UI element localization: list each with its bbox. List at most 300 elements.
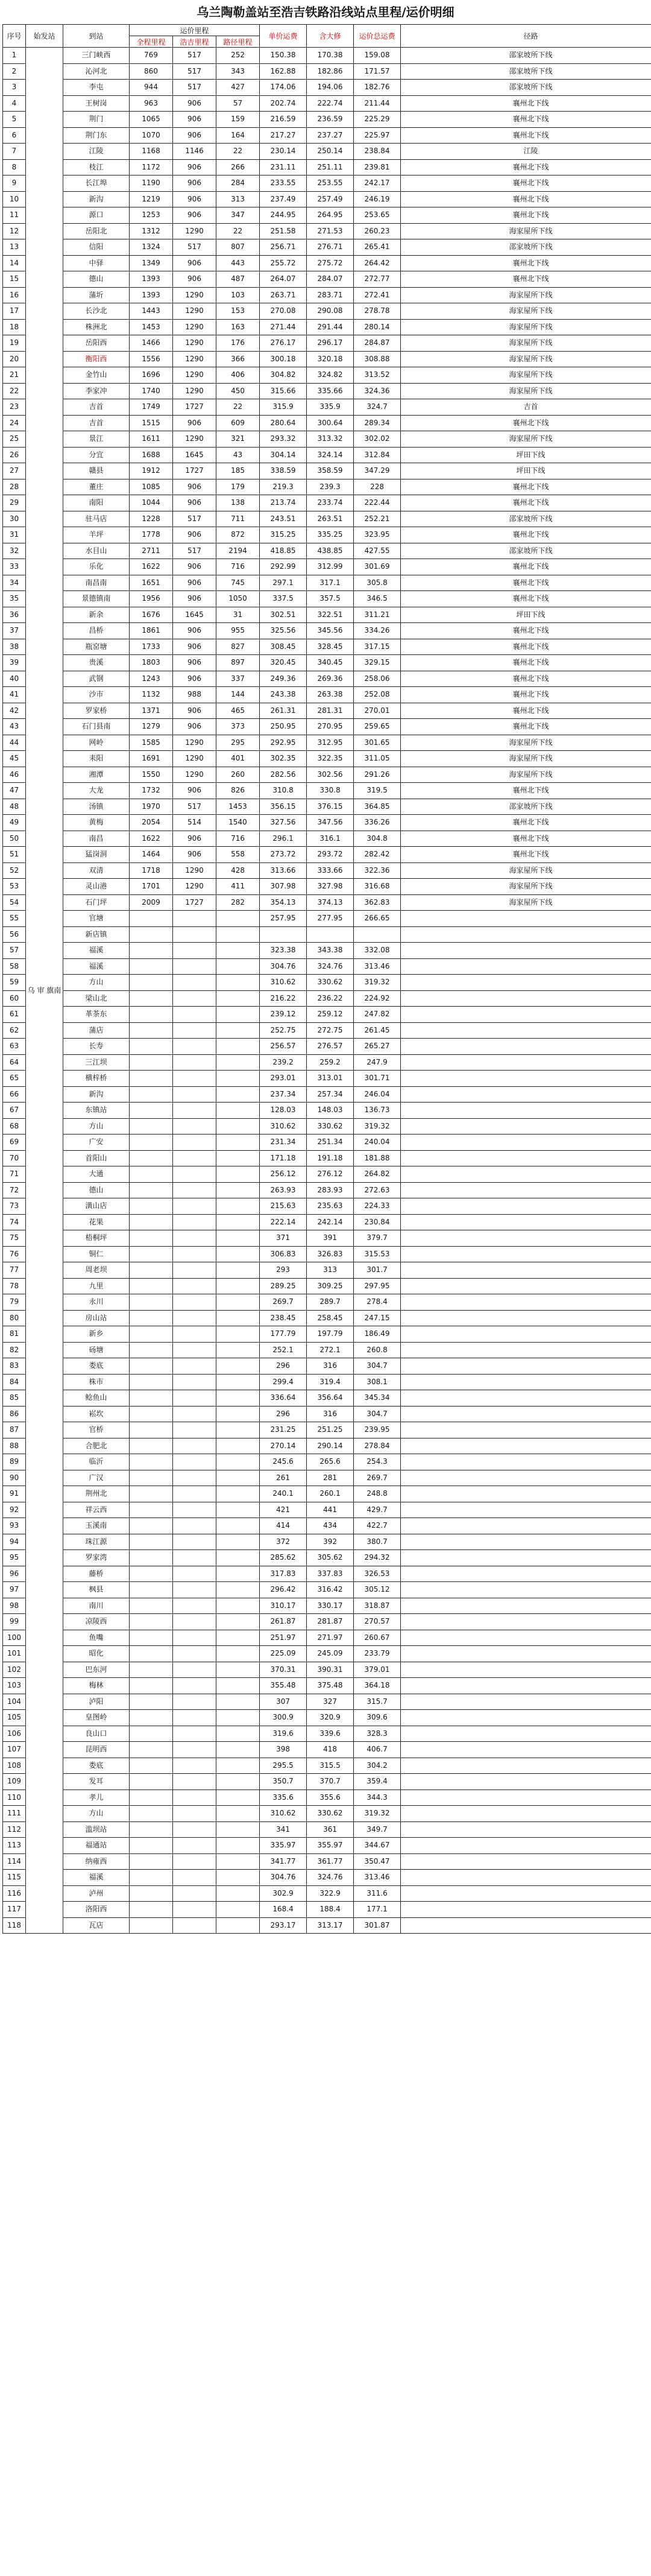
path-mileage-cell [216, 958, 260, 975]
path-mileage-cell: 411 [216, 879, 260, 895]
overhaul-fare-cell: 291.44 [307, 319, 354, 335]
path-mileage-cell [216, 1422, 260, 1438]
route-cell [401, 1198, 651, 1215]
overhaul-fare-cell: 330.62 [307, 975, 354, 991]
route-cell: 邵家坡所下线 [401, 543, 651, 559]
overhaul-fare-cell: 296.17 [307, 335, 354, 352]
dest-cell: 湘潭 [63, 767, 130, 783]
total-fare-cell: 379.01 [354, 1662, 401, 1678]
haoji-mileage-cell: 517 [173, 511, 216, 527]
route-cell: 襄州北下线 [401, 191, 651, 207]
table-row [3, 1118, 651, 1135]
full-mileage-cell: 1464 [130, 847, 173, 863]
dest-cell: 新沟 [63, 1086, 130, 1103]
overhaul-fare-cell: 281.87 [307, 1614, 354, 1630]
seq-cell: 16 [3, 287, 26, 303]
overhaul-fare-cell: 370.7 [307, 1774, 354, 1790]
unit-fare-cell: 215.63 [260, 1198, 307, 1215]
table-row [3, 1358, 651, 1375]
total-fare-cell: 364.18 [354, 1678, 401, 1694]
overhaul-fare-cell: 309.25 [307, 1278, 354, 1294]
full-mileage-cell [130, 1502, 173, 1518]
unit-fare-cell: 239.2 [260, 1054, 307, 1071]
overhaul-fare-cell: 392 [307, 1534, 354, 1550]
path-mileage-cell: 138 [216, 495, 260, 511]
route-cell: 襄州北下线 [401, 847, 651, 863]
full-mileage-cell: 1611 [130, 431, 173, 448]
dest-cell: 新店镇 [63, 926, 130, 943]
full-mileage-cell: 1443 [130, 303, 173, 320]
path-mileage-cell [216, 1294, 260, 1311]
table-row [3, 1470, 651, 1486]
full-mileage-cell: 1132 [130, 687, 173, 703]
total-fare-cell: 304.2 [354, 1758, 401, 1774]
full-mileage-cell [130, 1678, 173, 1694]
full-mileage-cell: 1168 [130, 144, 173, 160]
dest-cell: 花果 [63, 1214, 130, 1230]
haoji-mileage-cell: 517 [173, 543, 216, 559]
full-mileage-cell [130, 911, 173, 927]
route-cell: 海家屋所下线 [401, 862, 651, 879]
full-mileage-cell: 1172 [130, 159, 173, 176]
seq-cell: 8 [3, 159, 26, 176]
full-mileage-cell [130, 1438, 173, 1454]
table-row [3, 783, 651, 799]
overhaul-fare-cell: 302.56 [307, 767, 354, 783]
route-cell [401, 1086, 651, 1103]
unit-fare-cell: 325.56 [260, 623, 307, 639]
full-mileage-cell [130, 1150, 173, 1166]
dest-cell: 南阳 [63, 495, 130, 511]
seq-cell: 114 [3, 1853, 26, 1870]
total-fare-cell: 242.17 [354, 176, 401, 192]
table-row [3, 1278, 651, 1294]
seq-cell: 81 [3, 1326, 26, 1343]
route-cell [401, 1166, 651, 1183]
overhaul-fare-cell: 324.76 [307, 958, 354, 975]
full-mileage-cell: 1070 [130, 127, 173, 144]
full-mileage-cell: 1515 [130, 415, 173, 431]
full-mileage-cell [130, 1086, 173, 1103]
dest-cell: 分宜 [63, 447, 130, 463]
path-mileage-cell: 487 [216, 271, 260, 288]
table-row [3, 735, 651, 751]
seq-cell: 34 [3, 575, 26, 591]
total-fare-cell: 238.84 [354, 144, 401, 160]
path-mileage-cell [216, 1821, 260, 1838]
seq-cell: 42 [3, 703, 26, 719]
haoji-mileage-cell: 906 [173, 783, 216, 799]
seq-cell: 74 [3, 1214, 26, 1230]
total-fare-cell: 311.05 [354, 751, 401, 767]
haoji-mileage-cell: 1290 [173, 862, 216, 879]
overhaul-fare-cell: 148.03 [307, 1103, 354, 1119]
total-fare-cell: 239.95 [354, 1422, 401, 1438]
haoji-mileage-cell [173, 1646, 216, 1662]
overhaul-fare-cell: 237.27 [307, 127, 354, 144]
overhaul-fare-cell: 281 [307, 1470, 354, 1486]
haoji-mileage-cell [173, 1246, 216, 1262]
route-cell: 襄州北下线 [401, 719, 651, 735]
seq-cell: 12 [3, 223, 26, 239]
total-fare-cell: 136.73 [354, 1103, 401, 1119]
path-mileage-cell: 450 [216, 383, 260, 399]
route-cell: 海家屋所下线 [401, 894, 651, 911]
unit-fare-cell: 270.14 [260, 1438, 307, 1454]
dest-cell: 南川 [63, 1598, 130, 1614]
haoji-mileage-cell [173, 1054, 216, 1071]
dest-cell: 网岭 [63, 735, 130, 751]
route-cell: 坪田下线 [401, 607, 651, 623]
overhaul-fare-cell: 315.5 [307, 1758, 354, 1774]
haoji-mileage-cell: 1290 [173, 879, 216, 895]
overhaul-fare-cell: 330.62 [307, 1806, 354, 1822]
dest-cell: 灵山港 [63, 879, 130, 895]
dest-cell: 荆门东 [63, 127, 130, 144]
total-fare-cell: 324.7 [354, 399, 401, 416]
total-fare-cell: 429.7 [354, 1502, 401, 1518]
haoji-mileage-cell [173, 926, 216, 943]
unit-fare-cell: 128.03 [260, 1103, 307, 1119]
path-mileage-cell [216, 1198, 260, 1215]
haoji-mileage-cell: 1290 [173, 319, 216, 335]
unit-fare-cell: 350.7 [260, 1774, 307, 1790]
table-row [3, 623, 651, 639]
route-cell [401, 1470, 651, 1486]
path-mileage-cell: 1453 [216, 799, 260, 815]
dest-cell: 福溪 [63, 943, 130, 959]
haoji-mileage-cell [173, 958, 216, 975]
unit-fare-cell: 244.95 [260, 207, 307, 224]
total-fare-cell: 254.3 [354, 1454, 401, 1470]
seq-cell: 100 [3, 1630, 26, 1646]
haoji-mileage-cell: 1290 [173, 751, 216, 767]
unit-fare-cell: 219.3 [260, 479, 307, 495]
overhaul-fare-cell: 270.95 [307, 719, 354, 735]
seq-cell: 26 [3, 447, 26, 463]
dest-cell: 横梓桥 [63, 1071, 130, 1087]
route-cell: 邵家坡所下线 [401, 799, 651, 815]
path-mileage-cell [216, 1007, 260, 1023]
seq-cell: 116 [3, 1885, 26, 1902]
total-fare-cell: 308.1 [354, 1374, 401, 1390]
total-fare-cell: 311.6 [354, 1885, 401, 1902]
unit-fare-cell: 289.25 [260, 1278, 307, 1294]
haoji-mileage-cell [173, 1550, 216, 1566]
route-cell: 襄州北下线 [401, 95, 651, 112]
table-row [3, 1007, 651, 1023]
total-fare-cell: 159.08 [354, 48, 401, 64]
dest-cell: 临沂 [63, 1454, 130, 1470]
path-mileage-cell: 343 [216, 63, 260, 80]
overhaul-fare-cell: 251.25 [307, 1422, 354, 1438]
overhaul-fare-cell: 275.72 [307, 255, 354, 271]
path-mileage-cell: 22 [216, 399, 260, 416]
full-mileage-cell [130, 1694, 173, 1710]
dest-cell: 蒲圻 [63, 287, 130, 303]
path-mileage-cell: 1540 [216, 815, 260, 831]
dest-cell: 官塘 [63, 911, 130, 927]
unit-fare-cell: 310.8 [260, 783, 307, 799]
dest-cell: 赣县 [63, 463, 130, 479]
full-mileage-cell: 1912 [130, 463, 173, 479]
haoji-mileage-cell: 906 [173, 127, 216, 144]
haoji-mileage-cell: 906 [173, 575, 216, 591]
haoji-mileage-cell [173, 1390, 216, 1407]
full-mileage-cell [130, 1646, 173, 1662]
haoji-mileage-cell [173, 1630, 216, 1646]
haoji-mileage-cell [173, 1182, 216, 1198]
total-fare-cell: 270.57 [354, 1614, 401, 1630]
haoji-mileage-cell: 1290 [173, 287, 216, 303]
dest-cell: 梁山北 [63, 990, 130, 1007]
total-fare-cell: 247.9 [354, 1054, 401, 1071]
route-cell [401, 1518, 651, 1534]
full-mileage-cell [130, 1166, 173, 1183]
route-cell: 吉首 [401, 399, 651, 416]
seq-cell: 40 [3, 671, 26, 687]
unit-fare-cell: 250.95 [260, 719, 307, 735]
table-row [3, 1103, 651, 1119]
total-fare-cell: 322.36 [354, 862, 401, 879]
dest-cell: 良山口 [63, 1726, 130, 1742]
haoji-mileage-cell: 517 [173, 239, 216, 256]
route-cell: 海家屋所下线 [401, 351, 651, 367]
table-row [3, 255, 651, 271]
total-fare-cell: 171.57 [354, 63, 401, 80]
table-row [3, 479, 651, 495]
full-mileage-cell: 1324 [130, 239, 173, 256]
haoji-mileage-cell [173, 1358, 216, 1375]
total-fare-cell: 291.26 [354, 767, 401, 783]
path-mileage-cell [216, 1662, 260, 1678]
route-cell [401, 1103, 651, 1119]
route-cell [401, 1438, 651, 1454]
haoji-mileage-cell: 1727 [173, 894, 216, 911]
full-mileage-cell [130, 1326, 173, 1343]
total-fare-cell: 177.1 [354, 1902, 401, 1918]
overhaul-fare-cell: 358.59 [307, 463, 354, 479]
haoji-mileage-cell [173, 1917, 216, 1934]
unit-fare-cell: 216.22 [260, 990, 307, 1007]
full-mileage-cell: 1778 [130, 527, 173, 543]
full-mileage-cell: 1349 [130, 255, 173, 271]
path-mileage-cell: 252 [216, 48, 260, 64]
overhaul-fare-cell: 258.45 [307, 1310, 354, 1326]
unit-fare-cell: 231.25 [260, 1422, 307, 1438]
full-mileage-cell [130, 1214, 173, 1230]
unit-fare-cell: 261.31 [260, 703, 307, 719]
total-fare-cell: 233.79 [354, 1646, 401, 1662]
unit-fare-cell: 296.1 [260, 831, 307, 847]
table-row [3, 335, 651, 352]
table-row [3, 559, 651, 575]
dest-cell: 砀塘 [63, 1342, 130, 1358]
dest-cell: 藤桥 [63, 1566, 130, 1582]
seq-cell: 102 [3, 1662, 26, 1678]
dest-cell: 昆明西 [63, 1742, 130, 1758]
total-fare-cell: 422.7 [354, 1518, 401, 1534]
dest-cell: 洛阳西 [63, 1902, 130, 1918]
route-cell [401, 1294, 651, 1311]
route-cell [401, 1342, 651, 1358]
unit-fare-cell: 293.32 [260, 431, 307, 448]
path-mileage-cell: 337 [216, 671, 260, 687]
haoji-mileage-cell [173, 1518, 216, 1534]
overhaul-fare-cell: 222.74 [307, 95, 354, 112]
seq-cell: 105 [3, 1710, 26, 1726]
haoji-mileage-cell [173, 1262, 216, 1279]
full-mileage-cell: 1556 [130, 351, 173, 367]
overhaul-fare-cell: 271.53 [307, 223, 354, 239]
route-cell [401, 926, 651, 943]
path-mileage-cell [216, 1518, 260, 1534]
table-row [3, 1518, 651, 1534]
route-cell: 海家屋所下线 [401, 879, 651, 895]
table-row [3, 1566, 651, 1582]
col-header-c2: 浩吉里程 [173, 36, 216, 48]
haoji-mileage-cell: 906 [173, 591, 216, 607]
unit-fare-cell: 264.07 [260, 271, 307, 288]
seq-cell: 56 [3, 926, 26, 943]
dest-cell: 羊坪 [63, 527, 130, 543]
path-mileage-cell [216, 1806, 260, 1822]
unit-fare-cell: 302.51 [260, 607, 307, 623]
path-mileage-cell [216, 1550, 260, 1566]
path-mileage-cell: 153 [216, 303, 260, 320]
path-mileage-cell: 609 [216, 415, 260, 431]
seq-cell: 111 [3, 1806, 26, 1822]
full-mileage-cell [130, 1566, 173, 1582]
dest-cell: 德山 [63, 1182, 130, 1198]
table-row [3, 1022, 651, 1039]
unit-fare-cell: 270.08 [260, 303, 307, 320]
path-mileage-cell [216, 1071, 260, 1087]
dest-cell: 纳雍西 [63, 1853, 130, 1870]
path-mileage-cell [216, 1054, 260, 1071]
total-fare-cell: 186.49 [354, 1326, 401, 1343]
unit-fare-cell: 243.38 [260, 687, 307, 703]
unit-fare-cell: 310.62 [260, 1118, 307, 1135]
haoji-mileage-cell [173, 1326, 216, 1343]
path-mileage-cell: 144 [216, 687, 260, 703]
unit-fare-cell: 168.4 [260, 1902, 307, 1918]
dest-cell: 广安 [63, 1135, 130, 1151]
full-mileage-cell [130, 1470, 173, 1486]
dest-cell: 房山站 [63, 1310, 130, 1326]
full-mileage-cell: 769 [130, 48, 173, 64]
unit-fare-cell: 261 [260, 1470, 307, 1486]
path-mileage-cell [216, 1135, 260, 1151]
full-mileage-cell: 1740 [130, 383, 173, 399]
route-cell: 海家屋所下线 [401, 735, 651, 751]
table-row [3, 1246, 651, 1262]
full-mileage-cell [130, 1917, 173, 1934]
haoji-mileage-cell: 1645 [173, 447, 216, 463]
seq-cell: 112 [3, 1821, 26, 1838]
unit-fare-cell: 269.7 [260, 1294, 307, 1311]
total-fare-cell: 289.34 [354, 415, 401, 431]
table-row [3, 1774, 651, 1790]
seq-cell: 108 [3, 1758, 26, 1774]
table-row [3, 894, 651, 911]
haoji-mileage-cell [173, 1566, 216, 1582]
seq-cell: 83 [3, 1358, 26, 1375]
unit-fare-cell: 371 [260, 1230, 307, 1247]
route-cell [401, 1326, 651, 1343]
overhaul-fare-cell: 316.42 [307, 1582, 354, 1598]
unit-fare-cell: 282.56 [260, 767, 307, 783]
total-fare-cell: 349.7 [354, 1821, 401, 1838]
route-cell: 海家屋所下线 [401, 287, 651, 303]
total-fare-cell: 247.82 [354, 1007, 401, 1023]
seq-cell: 97 [3, 1582, 26, 1598]
unit-fare-cell: 327.56 [260, 815, 307, 831]
seq-cell: 77 [3, 1262, 26, 1279]
seq-cell: 21 [3, 367, 26, 384]
total-fare-cell: 324.36 [354, 383, 401, 399]
table-row [3, 191, 651, 207]
path-mileage-cell: 57 [216, 95, 260, 112]
path-mileage-cell: 103 [216, 287, 260, 303]
total-fare-cell: 301.87 [354, 1917, 401, 1934]
overhaul-fare-cell: 347.56 [307, 815, 354, 831]
seq-cell: 115 [3, 1870, 26, 1886]
route-cell [401, 1230, 651, 1247]
seq-cell: 61 [3, 1007, 26, 1023]
unit-fare-cell: 320.45 [260, 655, 307, 671]
path-mileage-cell [216, 1917, 260, 1934]
dest-cell: 李屯 [63, 80, 130, 96]
route-cell: 海家屋所下线 [401, 751, 651, 767]
total-fare-cell: 301.65 [354, 735, 401, 751]
route-cell: 襄州北下线 [401, 575, 651, 591]
seq-cell: 64 [3, 1054, 26, 1071]
unit-fare-cell: 310.17 [260, 1598, 307, 1614]
seq-cell: 7 [3, 144, 26, 160]
unit-fare-cell: 217.27 [260, 127, 307, 144]
full-mileage-cell [130, 1390, 173, 1407]
dest-cell: 沙市 [63, 687, 130, 703]
route-cell [401, 1406, 651, 1422]
route-cell [401, 1135, 651, 1151]
overhaul-fare-cell: 317.1 [307, 575, 354, 591]
total-fare-cell: 270.01 [354, 703, 401, 719]
overhaul-fare-cell: 326.83 [307, 1246, 354, 1262]
unit-fare-cell: 336.64 [260, 1390, 307, 1407]
dest-cell: 吉首 [63, 399, 130, 416]
total-fare-cell: 346.5 [354, 591, 401, 607]
full-mileage-cell: 1219 [130, 191, 173, 207]
full-mileage-cell: 1243 [130, 671, 173, 687]
overhaul-fare-cell: 263.38 [307, 687, 354, 703]
path-mileage-cell [216, 990, 260, 1007]
total-fare-cell: 278.4 [354, 1294, 401, 1311]
seq-cell: 5 [3, 112, 26, 128]
route-cell: 邵家坡所下线 [401, 239, 651, 256]
table-row [3, 1821, 651, 1838]
unit-fare-cell: 310.62 [260, 1806, 307, 1822]
haoji-mileage-cell [173, 1374, 216, 1390]
haoji-mileage-cell [173, 1454, 216, 1470]
path-mileage-cell [216, 1534, 260, 1550]
col-header-c4: 单价运费 [260, 25, 307, 48]
path-mileage-cell [216, 911, 260, 927]
table-row [3, 767, 651, 783]
route-cell [401, 1358, 651, 1375]
route-cell [401, 1550, 651, 1566]
table-row [3, 1902, 651, 1918]
